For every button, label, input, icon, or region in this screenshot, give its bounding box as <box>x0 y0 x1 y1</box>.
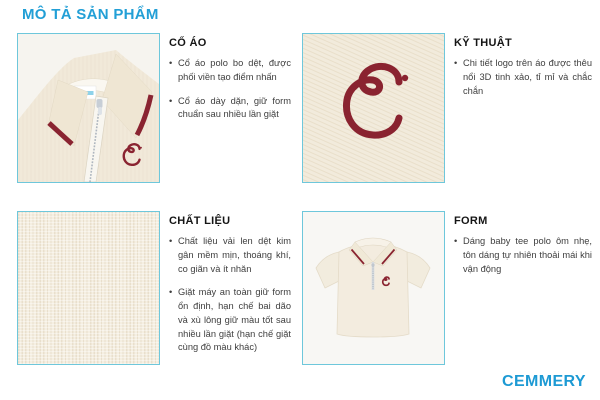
bullet-icon <box>454 235 463 276</box>
section-technique-text <box>454 33 592 183</box>
bullet-item <box>454 57 592 98</box>
bullet-item <box>169 286 291 355</box>
page-title: MÔ TẢ SẢN PHẨM <box>22 6 159 23</box>
section-technique <box>302 33 592 183</box>
rib-knit-texture <box>18 212 159 364</box>
bullet-item <box>454 235 592 276</box>
bullet-text: Chi tiết logo trên áo được thêu nổi 3D tinh xảo, tỉ mỉ và chắc chắn <box>463 58 592 96</box>
bullet-item <box>169 95 291 123</box>
bullet-item <box>169 235 291 276</box>
section-form <box>302 211 592 365</box>
bullet-text: Chất liệu vải len dệt kim gân mềm mịn, thoáng khí, co giãn và ít nhăn <box>178 236 291 274</box>
section-heading: FORM <box>454 215 488 227</box>
brand-logo-text: CEMMERY <box>502 373 586 390</box>
bullet-text: Dáng baby tee polo ôm nhẹ, tôn dáng tự nhiên thoải mái khi vận động <box>463 236 592 274</box>
bullet-icon <box>169 95 178 123</box>
section-form-text <box>454 211 592 365</box>
section-heading: KỸ THUẬT <box>454 37 513 49</box>
bullet-text: Cổ áo polo bo dệt, được phối viền tạo điểm nhấn <box>178 58 291 82</box>
bullet-text: Cổ áo dày dặn, giữ form chuẩn sau nhiều lần giặt <box>178 95 291 120</box>
section-material <box>17 211 291 365</box>
section-heading: CỔ ÁO <box>169 37 207 49</box>
section-collar <box>17 33 291 183</box>
fabric-texture-photo <box>17 211 160 365</box>
bullet-text: Giặt máy an toàn giữ form ổn định, hạn chế bai dão và xù lông giữ màu tốt sau nhiều lần giặt (hạn chế giặt cùng đồ màu khác) <box>178 287 291 353</box>
polo-shirt-photo <box>302 211 445 365</box>
bullet-icon <box>454 57 463 98</box>
bullet-icon <box>169 286 178 355</box>
bullet-icon <box>169 57 178 85</box>
bullet-icon <box>169 235 178 276</box>
section-material-text <box>169 211 291 365</box>
collar-closeup-photo <box>17 33 160 183</box>
bullet-item <box>169 57 291 85</box>
section-collar-text <box>169 33 291 183</box>
section-heading: CHẤT LIỆU <box>169 215 231 227</box>
logo-embroidery-photo <box>302 33 445 183</box>
